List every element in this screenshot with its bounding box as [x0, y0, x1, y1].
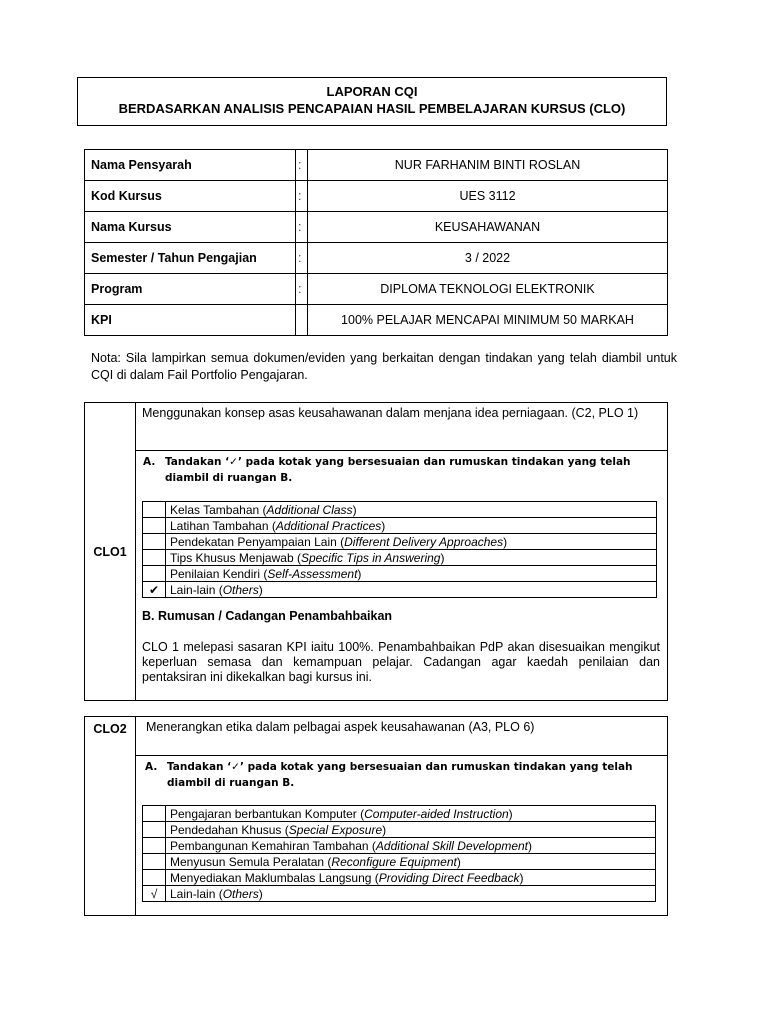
info-row-lecturer	[85, 150, 668, 181]
section-a-instruction: Tandakan ‘✓’ pada kotak yang bersesuaian dan rumuskan tindakan yang telah diambil di ruangan B.	[167, 761, 633, 789]
option-checkbox[interactable]	[143, 822, 166, 838]
option-label: Tips Khusus Menjawab (Specific Tips in Answering)	[166, 550, 657, 566]
section-a-number: A.	[143, 456, 156, 468]
option-label: Menyediakan Maklumbalas Langsung (Providing Direct Feedback)	[166, 870, 656, 886]
info-label: KPI	[85, 305, 296, 336]
clo1-label: CLO1	[85, 403, 136, 700]
info-label: Program	[85, 274, 296, 305]
report-title: LAPORAN CQI	[326, 84, 418, 99]
clo2-label: CLO2	[85, 717, 136, 915]
info-label: Nama Pensyarah	[85, 150, 296, 181]
option-checkbox[interactable]	[143, 502, 166, 518]
clo1-section-a	[143, 454, 663, 486]
info-value: KEUSAHAWANAN	[308, 212, 668, 243]
section-a-number: A.	[145, 761, 158, 773]
clo1-section	[84, 402, 668, 701]
option-label: Pendekatan Penyampaian Lain (Different Delivery Approaches)	[166, 534, 657, 550]
option-checkbox[interactable]	[143, 566, 166, 582]
option-checkbox-checked[interactable]: ✔	[143, 582, 166, 598]
option-row	[143, 806, 656, 822]
option-checkbox[interactable]	[143, 854, 166, 870]
info-value: 100% PELAJAR MENCAPAI MINIMUM 50 MARKAH	[308, 305, 668, 336]
option-row	[143, 838, 656, 854]
option-label: Pembangunan Kemahiran Tambahan (Additional Skill Development)	[166, 838, 656, 854]
report-subtitle: BERDASARKAN ANALISIS PENCAPAIAN HASIL PEMBELAJARAN KURSUS (CLO)	[118, 101, 626, 116]
course-info-table	[84, 149, 668, 336]
info-value: DIPLOMA TEKNOLOGI ELEKTRONIK	[308, 274, 668, 305]
option-label: Lain-lain (Others)	[166, 582, 657, 598]
info-label: Nama Kursus	[85, 212, 296, 243]
clo1-section-b-title: B. Rumusan / Cadangan Penambahbaikan	[142, 609, 393, 623]
info-colon: :	[296, 150, 308, 181]
option-label: Latihan Tambahan (Additional Practices)	[166, 518, 657, 534]
option-label: Kelas Tambahan (Additional Class)	[166, 502, 657, 518]
clo2-options-table	[142, 805, 656, 902]
option-label: Pendedahan Khusus (Special Exposure)	[166, 822, 656, 838]
clo2-section-a	[145, 759, 660, 791]
clo1-options-table	[142, 501, 657, 598]
option-checkbox[interactable]	[143, 518, 166, 534]
section-a-instruction: Tandakan ‘✓’ pada kotak yang bersesuaian dan rumuskan tindakan yang telah diambil di ruangan B.	[165, 456, 631, 484]
option-label: Pengajaran berbantukan Komputer (Computer-aided Instruction)	[166, 806, 656, 822]
option-checkbox[interactable]	[143, 838, 166, 854]
clo1-description: Menggunakan konsep asas keusahawanan dalam menjana idea perniagaan. (C2, PLO 1)	[136, 403, 667, 451]
option-checkbox[interactable]	[143, 550, 166, 566]
info-colon: :	[296, 243, 308, 274]
info-value: UES 3112	[308, 181, 668, 212]
info-colon: :	[296, 181, 308, 212]
option-row	[143, 566, 657, 582]
option-row	[143, 518, 657, 534]
info-label: Kod Kursus	[85, 181, 296, 212]
option-row	[143, 502, 657, 518]
info-row-program	[85, 274, 668, 305]
option-row	[143, 582, 657, 598]
note-text: Nota: Sila lampirkan semua dokumen/eviden yang berkaitan dengan tindakan yang telah diambil untuk CQI di dalam Fail Portfolio Pengajaran.	[91, 351, 677, 382]
option-row	[143, 854, 656, 870]
clo2-section	[84, 716, 668, 916]
clo1-section-b-text: CLO 1 melepasi sasaran KPI iaitu 100%. Penambahbaikan PdP akan disesuaikan mengikut keperluan semasa dan kemampuan pelajar. Cadangan agar kaedah penilaian dan pentaksiran ini dikekalkan bagi kursus ini.	[142, 640, 660, 684]
report-title-box	[77, 77, 667, 126]
info-colon: :	[296, 274, 308, 305]
option-label: Menyusun Semula Peralatan (Reconfigure Equipment)	[166, 854, 656, 870]
info-value: NUR FARHANIM BINTI ROSLAN	[308, 150, 668, 181]
option-checkbox[interactable]	[143, 534, 166, 550]
info-row-semester	[85, 243, 668, 274]
info-colon: :	[296, 212, 308, 243]
option-row	[143, 886, 656, 902]
info-colon	[296, 305, 308, 336]
option-row	[143, 550, 657, 566]
option-row	[143, 870, 656, 886]
option-row	[143, 534, 657, 550]
info-row-course-code	[85, 181, 668, 212]
option-checkbox[interactable]	[143, 806, 166, 822]
info-label: Semester / Tahun Pengajian	[85, 243, 296, 274]
info-row-course-name	[85, 212, 668, 243]
option-checkbox[interactable]	[143, 870, 166, 886]
option-label: Penilaian Kendiri (Self-Assessment)	[166, 566, 657, 582]
clo2-description: Menerangkan etika dalam pelbagai aspek keusahawanan (A3, PLO 6)	[136, 717, 667, 756]
option-checkbox-checked[interactable]: √	[143, 886, 166, 902]
option-row	[143, 822, 656, 838]
option-label: Lain-lain (Others)	[166, 886, 656, 902]
info-value: 3 / 2022	[308, 243, 668, 274]
info-row-kpi	[85, 305, 668, 336]
